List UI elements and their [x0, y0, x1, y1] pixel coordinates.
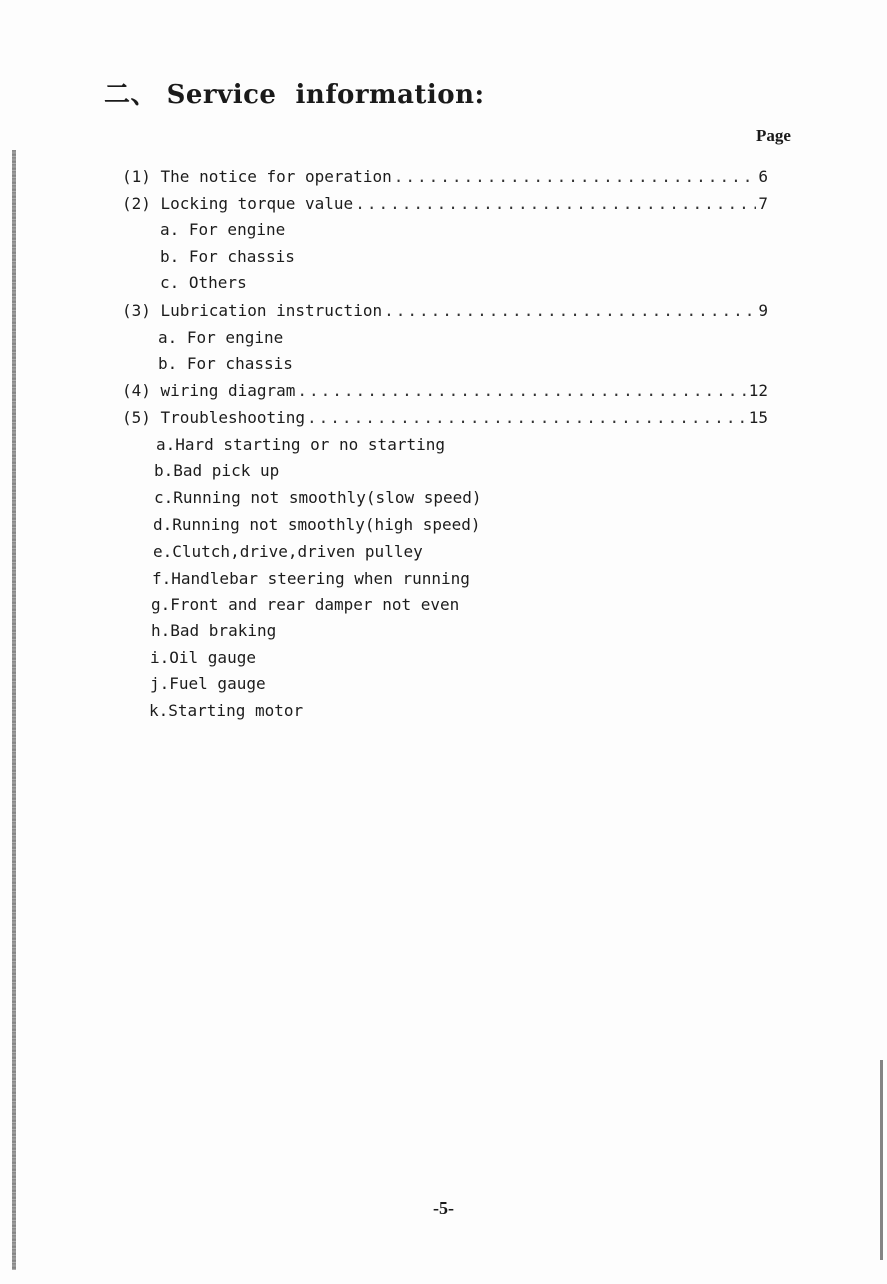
toc-subitem: b.Bad pick up	[154, 461, 280, 480]
toc-entry-page: 7	[758, 194, 768, 213]
page-number-footer: -5-	[433, 1198, 454, 1218]
toc-subitem: a. For engine	[158, 328, 284, 347]
toc-entry-2	[122, 194, 768, 216]
toc-entry-4	[122, 381, 768, 403]
toc-subitem: j.Fuel gauge	[150, 674, 266, 693]
toc-entry-page: 9	[758, 301, 768, 320]
toc-leader-dots	[307, 408, 747, 427]
toc-subitem: a.Hard starting or no starting	[156, 435, 445, 454]
toc-subitem: h.Bad braking	[151, 621, 277, 640]
toc-entry-1	[122, 167, 768, 189]
toc-entry-label: (2) Locking torque value	[122, 194, 354, 213]
toc-leader-dots	[384, 301, 756, 320]
section-heading	[104, 74, 485, 111]
scan-edge-mark-right	[880, 1060, 883, 1260]
toc-subitem: b. For chassis	[158, 354, 293, 373]
toc-subitem: c. Others	[160, 273, 247, 292]
toc-leader-dots	[394, 167, 757, 186]
toc-entry-5	[122, 408, 768, 430]
toc-subitem: k.Starting motor	[149, 701, 304, 720]
toc-entry-page: 6	[758, 167, 768, 186]
toc-subitem: f.Handlebar steering when running	[152, 569, 470, 588]
toc-entry-page: 12	[748, 381, 768, 400]
toc-subitem: e.Clutch,drive,driven pulley	[153, 542, 423, 561]
toc-subitem: c.Running not smoothly(slow speed)	[154, 488, 482, 507]
toc-subitem: g.Front and rear damper not even	[151, 595, 460, 614]
toc-entry-label: (4) wiring diagram	[122, 381, 296, 400]
page-column-label: Page	[756, 126, 791, 145]
heading-prefix: 二、	[104, 80, 158, 110]
toc-subitem: d.Running not smoothly(high speed)	[153, 515, 481, 534]
toc-leader-dots	[355, 194, 756, 213]
toc-entry-3	[122, 301, 768, 323]
toc-subitem: b. For chassis	[160, 247, 295, 266]
toc-leader-dots	[297, 381, 746, 400]
toc-entry-page: 15	[748, 408, 768, 427]
toc-entry-label: (3) Lubrication instruction	[122, 301, 383, 320]
scan-edge-mark	[12, 150, 16, 1270]
toc-subitem: i.Oil gauge	[150, 648, 256, 667]
heading-text: Service information:	[166, 80, 485, 110]
toc-entry-label: (1) The notice for operation	[122, 167, 392, 186]
toc-subitem: a. For engine	[160, 220, 286, 239]
toc-entry-label: (5) Troubleshooting	[122, 408, 306, 427]
